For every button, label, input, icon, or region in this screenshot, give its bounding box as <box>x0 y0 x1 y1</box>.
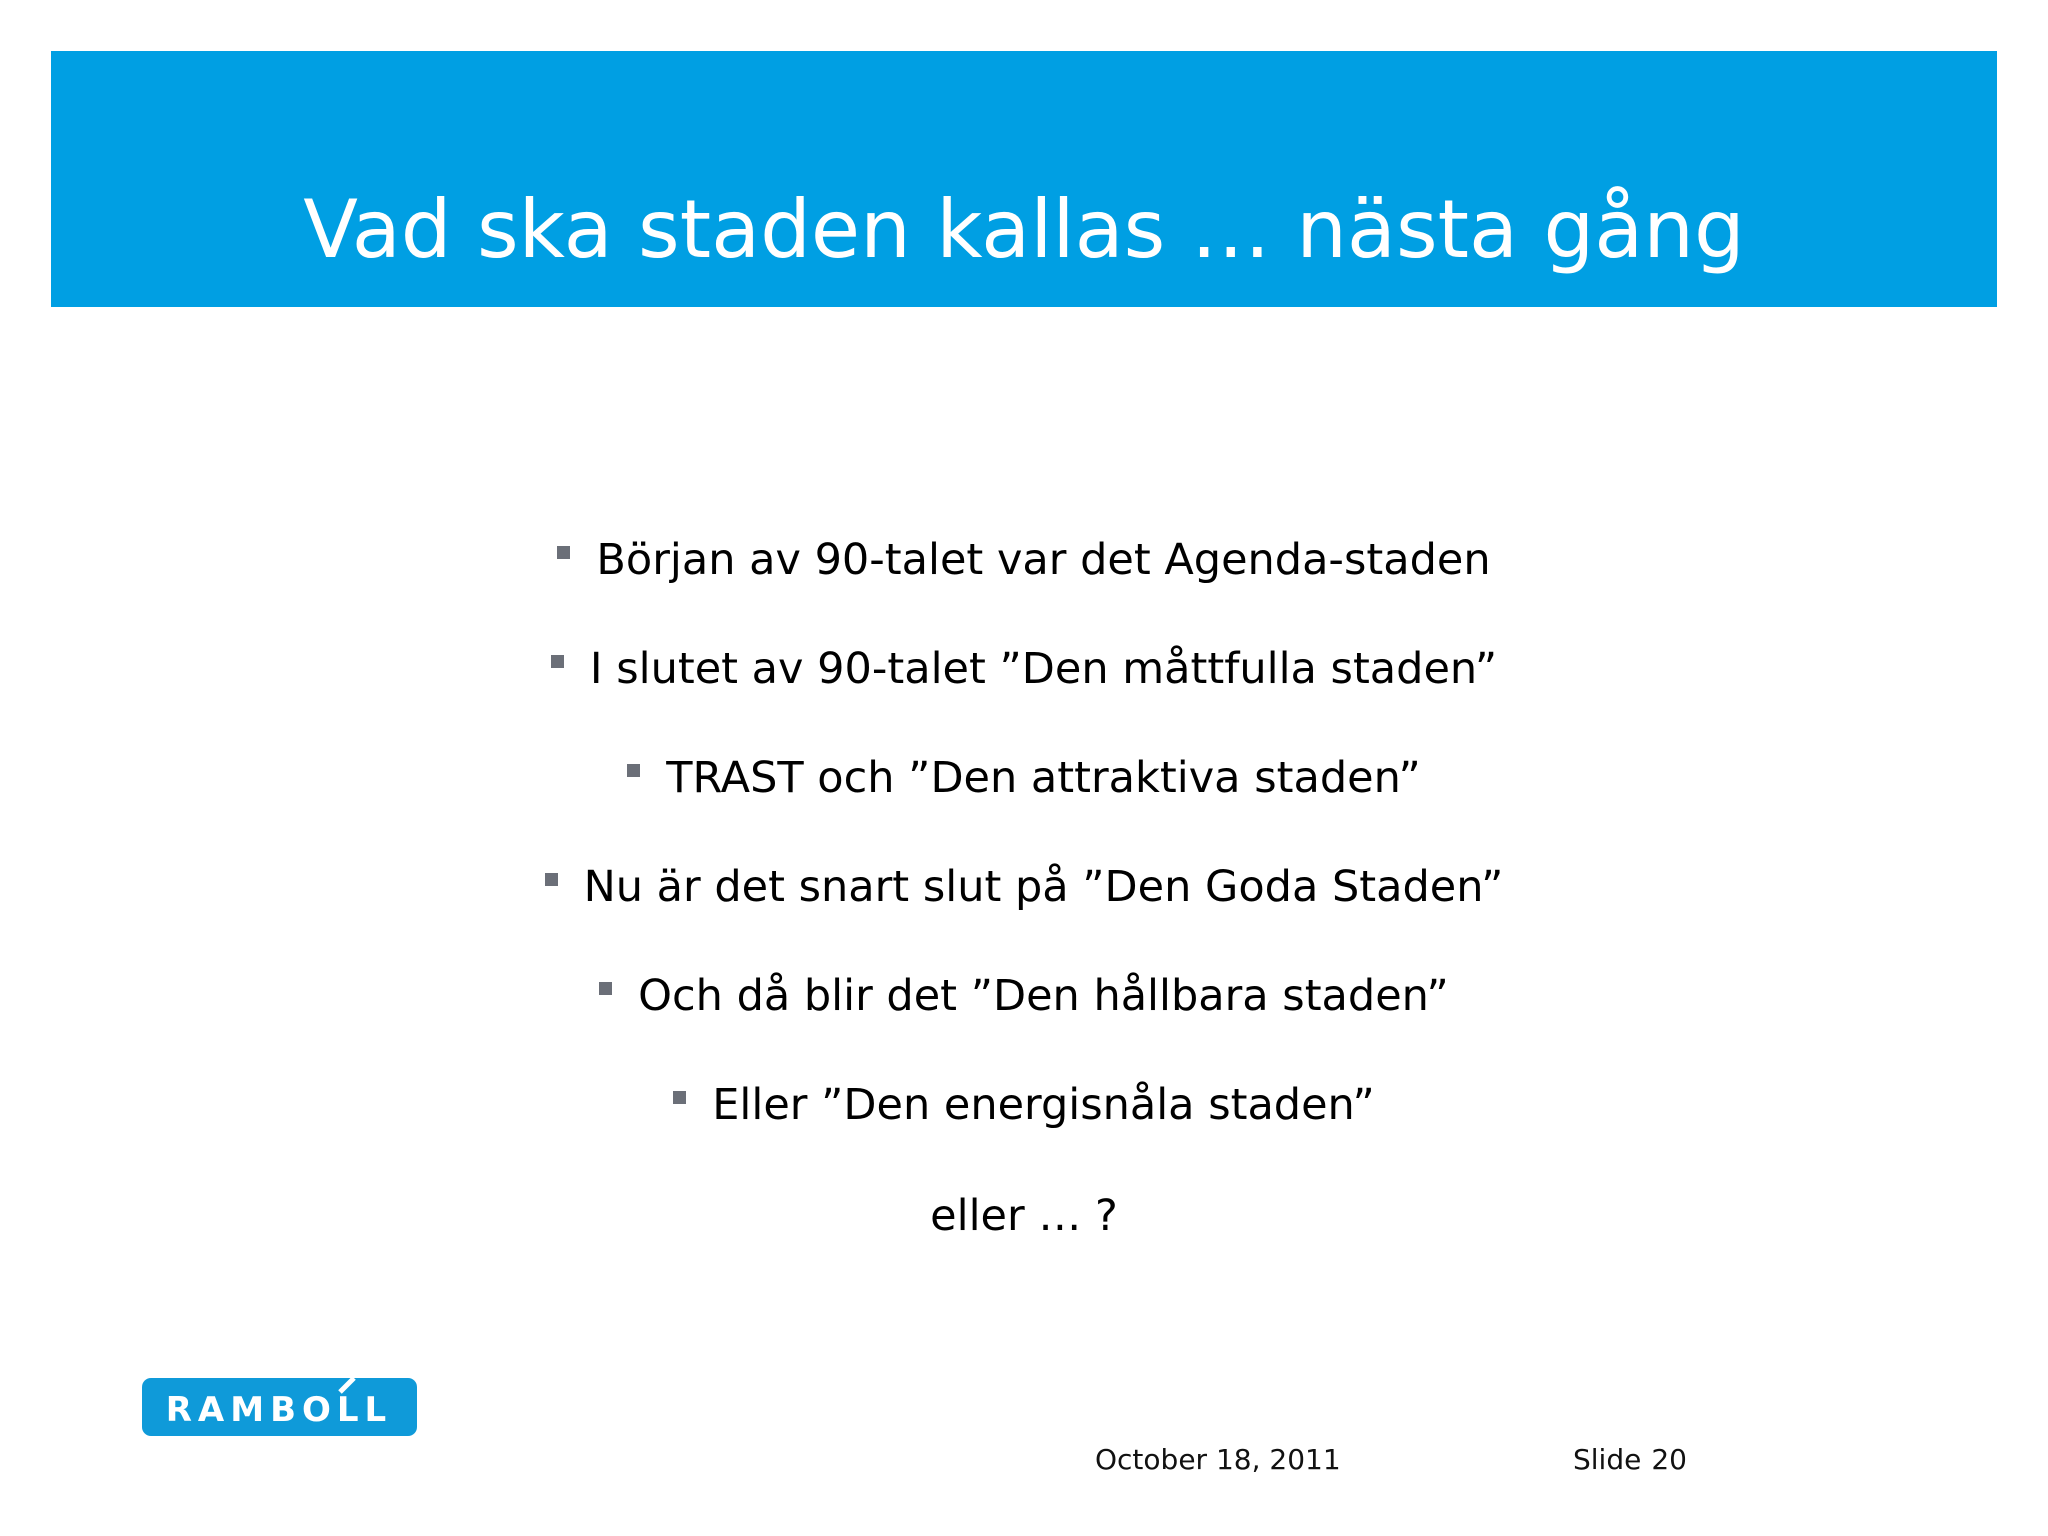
square-bullet-icon <box>545 873 558 886</box>
bullet-text: Början av 90-talet var det Agenda-staden <box>596 535 1491 585</box>
bullet-list <box>0 520 2048 1174</box>
bullet-item <box>0 956 2048 1065</box>
footer-slide-number <box>1573 1440 1687 1480</box>
bullet-text: I slutet av 90-talet ”Den måttfulla staden” <box>589 644 1498 694</box>
square-bullet-icon <box>627 764 640 777</box>
square-bullet-icon <box>551 655 564 668</box>
bullet-text: Och då blir det ”Den hållbara staden” <box>638 971 1449 1021</box>
slide-title: Vad ska staden kallas … nästa gång <box>303 183 1745 276</box>
bullet-item <box>0 1065 2048 1174</box>
ramboll-logo-icon <box>142 1378 417 1436</box>
footer-date: October 18, 2011 <box>1095 1443 1341 1476</box>
bullet-item <box>0 738 2048 847</box>
bullet-text: Eller ”Den energisnåla staden” <box>712 1080 1375 1130</box>
square-bullet-icon <box>557 546 570 559</box>
square-bullet-icon <box>599 982 612 995</box>
closing-text: eller … ? <box>930 1191 1118 1241</box>
slide-label: Slide <box>1573 1443 1642 1476</box>
bullet-text: Nu är det snart slut på ”Den Goda Staden” <box>583 862 1504 912</box>
square-bullet-icon <box>673 1091 686 1104</box>
slide-number: 20 <box>1651 1443 1687 1476</box>
bullet-item <box>0 520 2048 629</box>
bullet-text: TRAST och ”Den attraktiva staden” <box>666 753 1421 803</box>
bullet-item <box>0 847 2048 956</box>
ramboll-logo <box>142 1378 417 1436</box>
bullet-item <box>0 629 2048 738</box>
svg-text:RAMBOLL: RAMBOLL <box>165 1390 393 1430</box>
